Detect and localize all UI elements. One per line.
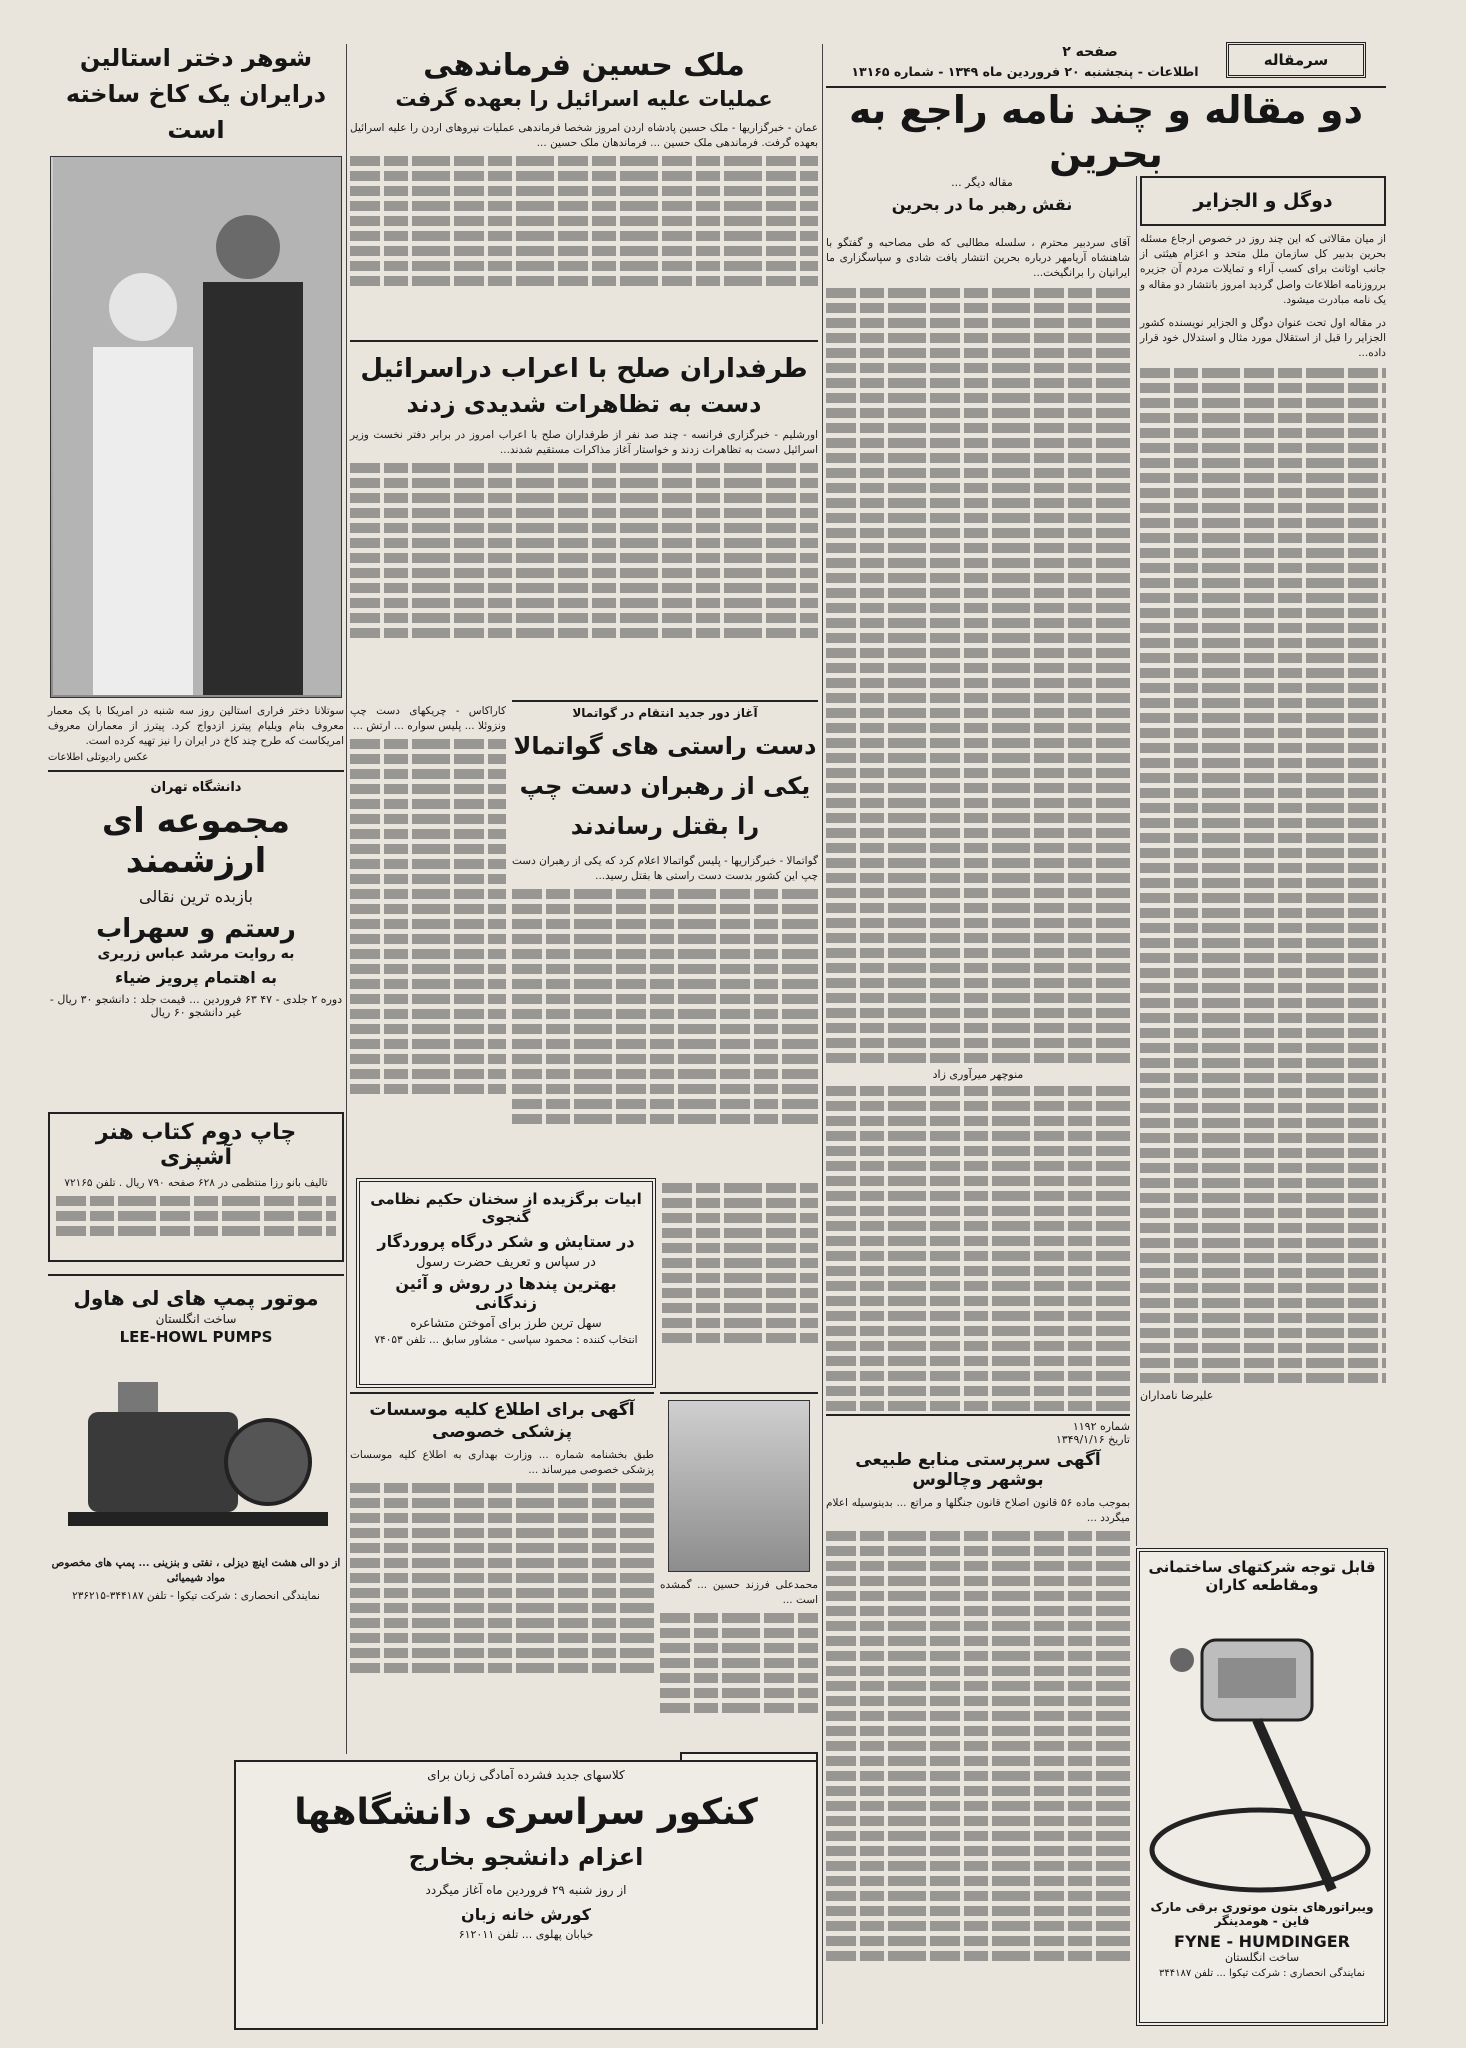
natural-resources-notice xyxy=(822,1414,1130,2026)
rostam-title: رستم و سهراب xyxy=(96,914,296,944)
notice-text: بموجب ماده ۵۶ قانون اصلاح قانون جنگلها و مراتع ... بدینوسیله اعلام میگردد ... xyxy=(822,1497,1130,1525)
lead-signature-a: منوچهر میرآوری زاد xyxy=(932,1067,1024,1081)
continued-text xyxy=(662,1178,818,1388)
notice-number: شماره ۱۱۹۲ xyxy=(1072,1420,1130,1433)
pump-english: LEE-HOWL PUMPS xyxy=(119,1328,273,1346)
guatemala-story xyxy=(508,700,818,1170)
lead-column-b xyxy=(822,236,1130,1408)
lead-headline: دو مقاله و چند نامه راجع به بحرین xyxy=(848,88,1364,176)
stalin-headline: شوهر دختر استالین درایران یک کاخ ساخته است xyxy=(65,44,327,144)
konkur-text: از روز شنبه ۲۹ فروردین ماه آغاز میگردد xyxy=(425,1883,627,1897)
missing-boy-photo xyxy=(668,1400,810,1572)
konkur-title: کنکور سراسری دانشگاهها xyxy=(294,1792,758,1833)
fyne-english: FYNE - HUMDINGER xyxy=(1174,1932,1350,1951)
hussein-subhead: عملیات علیه اسرائیل را بعهده گرفت xyxy=(395,87,773,111)
rostam-editor: به اهتمام پرویز ضیاء xyxy=(114,968,278,987)
pump-contact: نمایندگی انحصاری : شرکت تیکوا - تلفن ۳۴۴۱۸۷-۲۳۶۲۱۵ xyxy=(72,1590,320,1603)
text-lines xyxy=(1140,368,1386,378)
fyne-title: قابل توجه شرکتهای ساختمانی ومقاطعه کاران xyxy=(1148,1558,1376,1594)
couple-silhouette xyxy=(53,157,341,695)
clinic-notice xyxy=(346,1392,654,1748)
lead-subhead: مقاله دیگر ... نقش رهبر ما در بحرین xyxy=(832,176,1132,232)
fyne-ad xyxy=(1136,1548,1388,2026)
lead-title-box: دوگل و الجزایر xyxy=(1140,176,1386,226)
lead-subtitle: نقش رهبر ما در بحرین xyxy=(891,195,1073,214)
pump-title: موتور پمپ های لی هاول xyxy=(73,1286,319,1310)
stalin-caption: سوتلانا دختر فراری استالین روز سه شنبه در امریکا با یک معمار معروف بنام ویلیام پیترز ازدواج کرد. پیترز از معماران معروف امریکاست که طرح چند کاخ در ایران را نیز تهیه کرده است. xyxy=(44,705,344,748)
wedding-photo xyxy=(50,156,342,698)
guatemala-text: گواتمالا - خبرگزاریها - پلیس گواتمالا اعلام کرد که یکی از رهبران دست چپ این کشور بدست دست راستی ها بقتل رسید... xyxy=(508,855,818,883)
cookbook-title: هنر آشپزی xyxy=(95,1120,232,1170)
rostam-ad xyxy=(48,770,344,1100)
lead-paragraph-1: از میان مقالاتی که این چند روز در خصوص ارجاع مسئله بحرین بدبیر کل سازمان ملل متحد و اعزام هیئتی از جانب اوثانت برای کسب آراء و تمایلات مردم آن جزیره برروزنامه اطلاعات واصل گردید امروز بانتشار دو مقاله و یک نامه مبادرت میشود. xyxy=(1136,233,1386,306)
pump-ad xyxy=(48,1274,344,1726)
stalin-story xyxy=(44,40,344,763)
notice-title: آگهی سرپرستی منابع طبیعی بوشهر وچالوس xyxy=(855,1450,1101,1490)
pump-made: ساخت انگلستان xyxy=(155,1312,237,1326)
guatemala-headline: دست راستی های گواتمالا یکی از رهبران دست چپ را بقتل رساندند xyxy=(513,732,817,840)
peace-story xyxy=(346,340,818,696)
rostam-collection-title: مجموعه ای ارزشمند xyxy=(101,801,291,881)
lead-column-a xyxy=(1136,232,1386,1542)
notice-date: تاریخ ۱۳۴۹/۱/۱۶ xyxy=(1055,1433,1130,1446)
extremists-text: کاراکاس - چریکهای دست چپ ونزوئلا ... پلیس سواره ... ارتش ... xyxy=(346,705,506,733)
konkur-kicker: کلاسهای جدید فشرده آمادگی زبان برای xyxy=(427,1768,625,1782)
section-label: سرمقاله xyxy=(1263,51,1329,69)
lead-letter: آقای سردبیر محترم ، سلسله مطالبی که طی مصاحبه و گفتگو با شاهنشاه آریامهر درباره بحرین انتشار یافت شادی و سپاسگزاری ما ایرانیان را برانگیخت... xyxy=(822,237,1130,280)
clinic-text: طبق بخشنامه شماره ... وزارت بهداری به اطلاع کلیه موسسات پزشکی خصوصی میرساند ... xyxy=(346,1449,654,1477)
hussein-headline: ملک حسین فرماندهی xyxy=(423,48,745,83)
konkur-ad xyxy=(234,1760,818,2030)
konkur-contact: خیابان پهلوی ... تلفن ۶۱۲۰۱۱ xyxy=(458,1928,594,1941)
issue-line: اطلاعات - پنجشنبه ۲۰ فروردین ماه ۱۳۴۹ - شماره ۱۳۱۶۵ xyxy=(851,64,1199,79)
pump-lines: از دو الی هشت اینچ دیزلی ، نفتی و بنزینی ... پمپ های مخصوص مواد شیمیائی xyxy=(48,1557,341,1585)
rostam-publisher: دانشگاه تهران xyxy=(150,780,242,795)
stalin-caption-credit: عکس رادیوتلی اطلاعات xyxy=(48,751,149,763)
cookbook-text: تالیف بانو رزا منتظمی در ۶۲۸ صفحه ۷۹۰ ریال . تلفن ۷۲۱۶۵ xyxy=(64,1177,328,1189)
extremists-story xyxy=(346,700,506,1170)
page-number: صفحه ۲ xyxy=(1062,44,1118,60)
section-label-box xyxy=(1226,42,1366,78)
rostam-collection-sub: بازبده ترین نقالی xyxy=(138,887,253,906)
missing-person-notice xyxy=(656,1392,818,1748)
guatemala-kicker: آغاز دور جدید انتقام در گواتمالا xyxy=(572,706,758,720)
cookbook-ad xyxy=(48,1112,344,1262)
peace-text: اورشلیم - خبرگزاری فرانسه - چند صد نفر از طرفداران صلح با اعراب امروز در برابر دفتر نخست وزیر اسرائیل دست به تظاهرات زدند و خواستار آغاز مذاکرات مستقیم شدند... xyxy=(346,429,818,457)
fyne-made: ساخت انگلستان xyxy=(1224,1951,1300,1964)
peace-headline: طرفداران صلح با اعراب دراسرائیل xyxy=(360,354,808,384)
pump-illustration xyxy=(48,1352,344,1552)
hussein-story xyxy=(346,44,818,334)
nizami-ad: ابیات برگزیده از سخنان حکیم نظامی گنجوی در ستایش و شکر درگاه پروردگار در سپاس و تعریف حضرت رسول بهترین پندها در روش و آئین زندگانی سهل ترین طرز برای آموختن متشاعره انتخاب کننده : محمود سپاسی - مشاور سابق ... تلفن ۷۴۰۵۳ xyxy=(356,1178,656,1388)
missing-text: محمدعلی فرزند حسین ... گمشده است ... xyxy=(656,1579,818,1607)
nizami-title: ابیات برگزیده از سخنان حکیم نظامی گنجوی xyxy=(370,1190,642,1226)
konkur-subtitle: اعزام دانشجو بخارج xyxy=(408,1843,644,1871)
konkur-school: کورش خانه زبان xyxy=(461,1905,591,1924)
cookbook-edition: چاپ دوم کتاب xyxy=(141,1120,297,1145)
vibrator-illustration xyxy=(1142,1600,1378,1900)
lead-signature-b: علیرضا نامداران xyxy=(1140,1388,1214,1402)
clinic-title: آگهی برای اطلاع کلیه موسسات xyxy=(369,1400,635,1420)
hussein-text: عمان - خبرگزاریها - ملک حسین پادشاه اردن امروز شخصا فرماندهی عملیات نیروهای اردن را علیه اسرائیل بعهده گرفت. فرماندهی ملک حسین ... فرماندهان ملک حسین ... xyxy=(346,122,818,150)
rostam-narrator: به روایت مرشد عباس زریری xyxy=(97,946,295,962)
clinic-subtitle: پزشکی خصوصی xyxy=(432,1422,572,1442)
peace-subhead: دست به تظاهرات شدیدی زدند xyxy=(406,390,762,418)
rostam-details: دوره ۲ جلدی - ۴۷ ۶۳ فروردین ... قیمت جلد : دانشجو ۳۰ ریال - غیر دانشجو ۶۰ ریال xyxy=(49,993,343,1019)
lead-paragraph-2: در مقاله اول تحت عنوان دوگل و الجزایر نویسنده کشور الجزایر را قبل از استقلال مورد مثال و استدلال خود قرار داده... xyxy=(1136,317,1386,360)
fyne-line-1: ویبراتورهای بتون موتوری برقی مارک فاین - هومدینگر xyxy=(1150,1900,1374,1928)
fyne-contact: نمایندگی انحصاری : شرکت تیکوا ... تلفن ۳۴۴۱۸۷ xyxy=(1158,1968,1366,1979)
